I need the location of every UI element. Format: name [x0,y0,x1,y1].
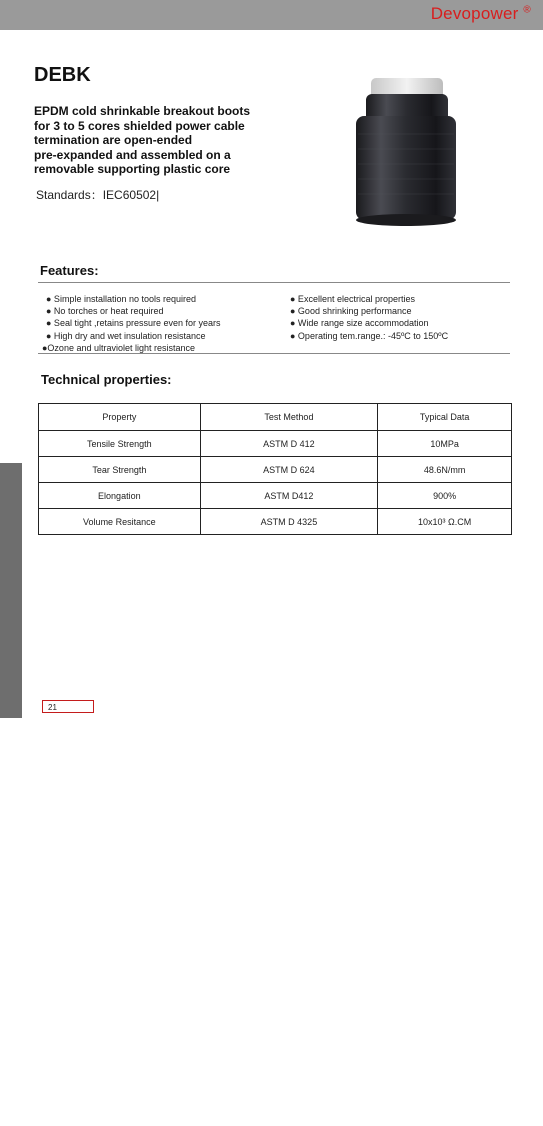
standards-value: IEC60502| [102,188,160,202]
feature-item: ●Ozone and ultraviolet light resistance [42,342,196,353]
feature-item: ● Operating tem.range.: -45ºC to 150ºC [290,330,449,341]
brand-logo: Devopower ® [430,4,531,23]
table-header: Property [39,404,201,431]
side-tab [0,463,28,1126]
feature-item: ● Wide range size accommodation [290,318,429,329]
features-left-list [42,293,221,354]
description-line: removable supporting plastic core [34,162,231,177]
standards [36,186,159,203]
description-line: EPDM cold shrinkable breakout boots [34,104,251,118]
side-tab-label: Cold Shrink Pre-mold [11,983,28,1126]
table-row [39,457,512,483]
description-line: for 3 to 5 cores shielded power cable [34,118,245,133]
table-cell: ASTM D412 [200,483,378,509]
table-cell: Elongation [39,483,201,509]
table-cell: 900% [378,483,512,509]
table-cell: ASTM D 4325 [200,509,378,535]
divider [38,282,510,283]
table-cell: Volume Resitance [39,509,201,535]
table-header-row [39,404,512,431]
feature-item: ● No torches or heat required [46,306,164,317]
technical-title: Technical properties: [41,372,172,387]
table-cell: 48.6N/mm [378,457,512,483]
table-cell: ASTM D 412 [200,431,378,457]
product-description [34,104,334,177]
table-header: Typical Data [378,404,512,431]
feature-item: ● Excellent electrical properties [290,294,415,304]
features-right-list [290,293,448,342]
product-image [354,74,458,226]
page-title: DEBK [34,64,91,86]
divider [38,353,510,354]
table-cell: 10x10³ Ω.CM [378,509,512,535]
standards-label: Standards： [36,188,103,202]
table-row [39,431,512,457]
description-line: pre-expanded and assembled on a [34,147,231,162]
page-number: 21 [42,700,94,713]
table-cell: 10MPa [378,431,512,457]
table-row [39,509,512,535]
header-bar [0,0,543,30]
feature-item: ● Seal tight ,retains pressure even for years [46,318,221,329]
table-header: Test Method [200,404,378,431]
features-title: Features: [40,263,99,278]
feature-item: ● High dry and wet insulation resistance [46,330,206,341]
table-cell: ASTM D 624 [200,457,378,483]
description-line: termination are open-ended [34,133,193,148]
feature-item: ● Simple installation no tools required [46,294,197,304]
properties-table [38,403,512,535]
table-row [39,483,512,509]
feature-item: ● Good shrinking performance [290,306,412,317]
table-cell: Tensile Strength [39,431,201,457]
table-cell: Tear Strength [39,457,201,483]
